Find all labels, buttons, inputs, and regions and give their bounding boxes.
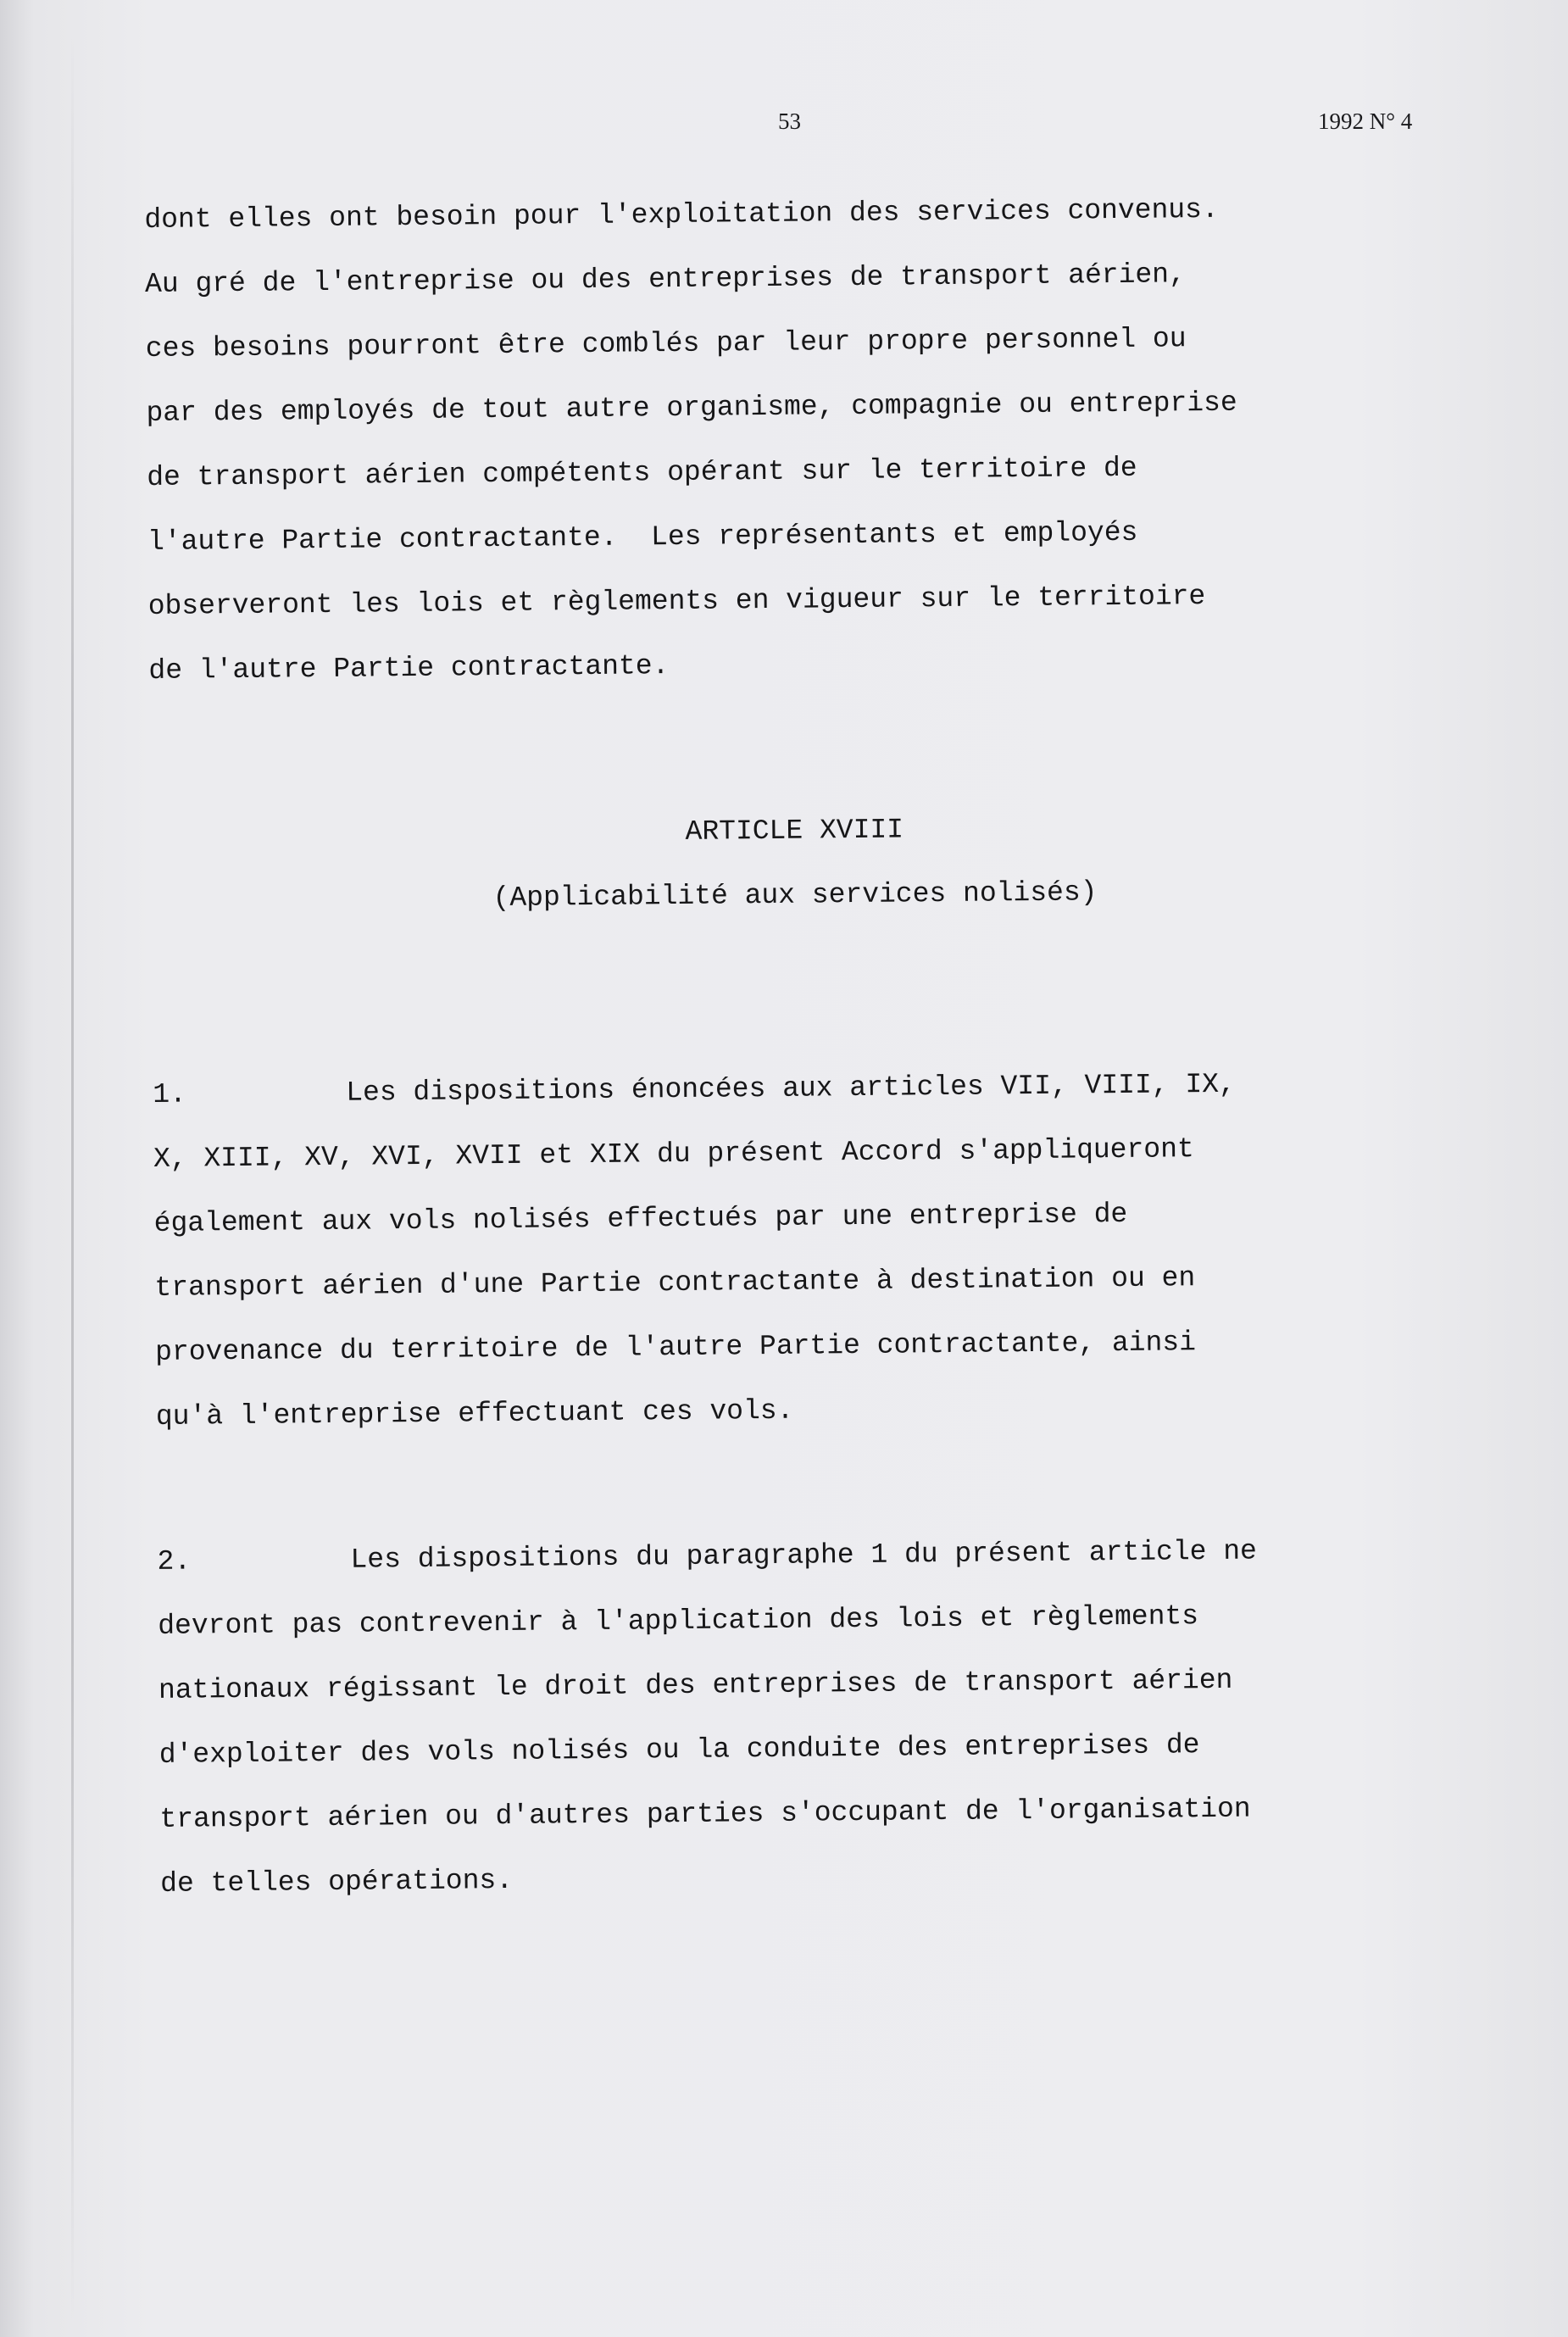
text-line: ces besoins pourront être comblés par leur propre personnel ou [145, 323, 1187, 364]
paragraph-2-lead-text: Les dispositions du paragraphe 1 du présent article ne [350, 1535, 1258, 1576]
paragraph-2-first-line [157, 1517, 1446, 1594]
text-line: par des employés de tout autre organisme, compagnie ou entreprise [146, 387, 1237, 429]
paragraph-2-number: 2. [157, 1545, 192, 1577]
article-title: ARTICLE XVIII [685, 814, 904, 848]
page-header [0, 109, 1568, 142]
text-line: transport aérien ou d'autres parties s'occupant de l'organisation [159, 1793, 1251, 1835]
text-line: provenance du territoire de l'autre Partie contractante, ainsi [155, 1327, 1197, 1368]
text-line: observeront les lois et règlements en vigueur sur le territoire [147, 581, 1206, 622]
text-line: Au gré de l'entreprise ou des entreprises de transport aérien, [144, 259, 1187, 300]
intro-paragraph [144, 175, 1437, 704]
text-line: qu'à l'entreprise effectuant ces vols. [155, 1394, 794, 1433]
document-reference: 1992 N° 4 [1318, 109, 1413, 134]
text-line: dont elles ont besoin pour l'exploitation des services convenus. [144, 193, 1219, 236]
text-line: de l'autre Partie contractante. [148, 650, 670, 687]
text-line: de telles opérations. [160, 1864, 514, 1900]
text-line: d'exploiter des vols nolisés ou la conduite des entreprises de [158, 1729, 1200, 1771]
document-body [144, 175, 1449, 1916]
text-line: devront pas contrevenir à l'application des lois et règlements [158, 1600, 1199, 1642]
text-line: également aux vols nolisés effectués par une entreprise de [153, 1198, 1128, 1239]
paragraph-2 [157, 1517, 1448, 1917]
text-line: nationaux régissant le droit des entreprises de transport aérien [158, 1664, 1233, 1706]
paragraph-1-number: 1. [153, 1078, 187, 1110]
text-line: transport aérien d'une Partie contractante à destination ou en [154, 1262, 1196, 1304]
paragraph-1 [153, 1050, 1444, 1449]
article-subtitle: (Applicabilité aux services nolisés) [492, 876, 1098, 915]
text-line: X, XIII, XV, XVI, XVII et XIX du présent Accord s'appliqueront [153, 1133, 1194, 1175]
paragraph-1-lead-text: Les dispositions énoncées aux articles VII, VIII, IX, [346, 1068, 1236, 1109]
text-line: l'autre Partie contractante. Les représentants et employés [147, 516, 1138, 558]
page-number: 53 [778, 109, 801, 134]
text-line: de transport aérien compétents opérant sur le territoire de [147, 452, 1137, 493]
page-fold-shadow [71, 34, 74, 2323]
paragraph-1-first-line [153, 1050, 1442, 1127]
